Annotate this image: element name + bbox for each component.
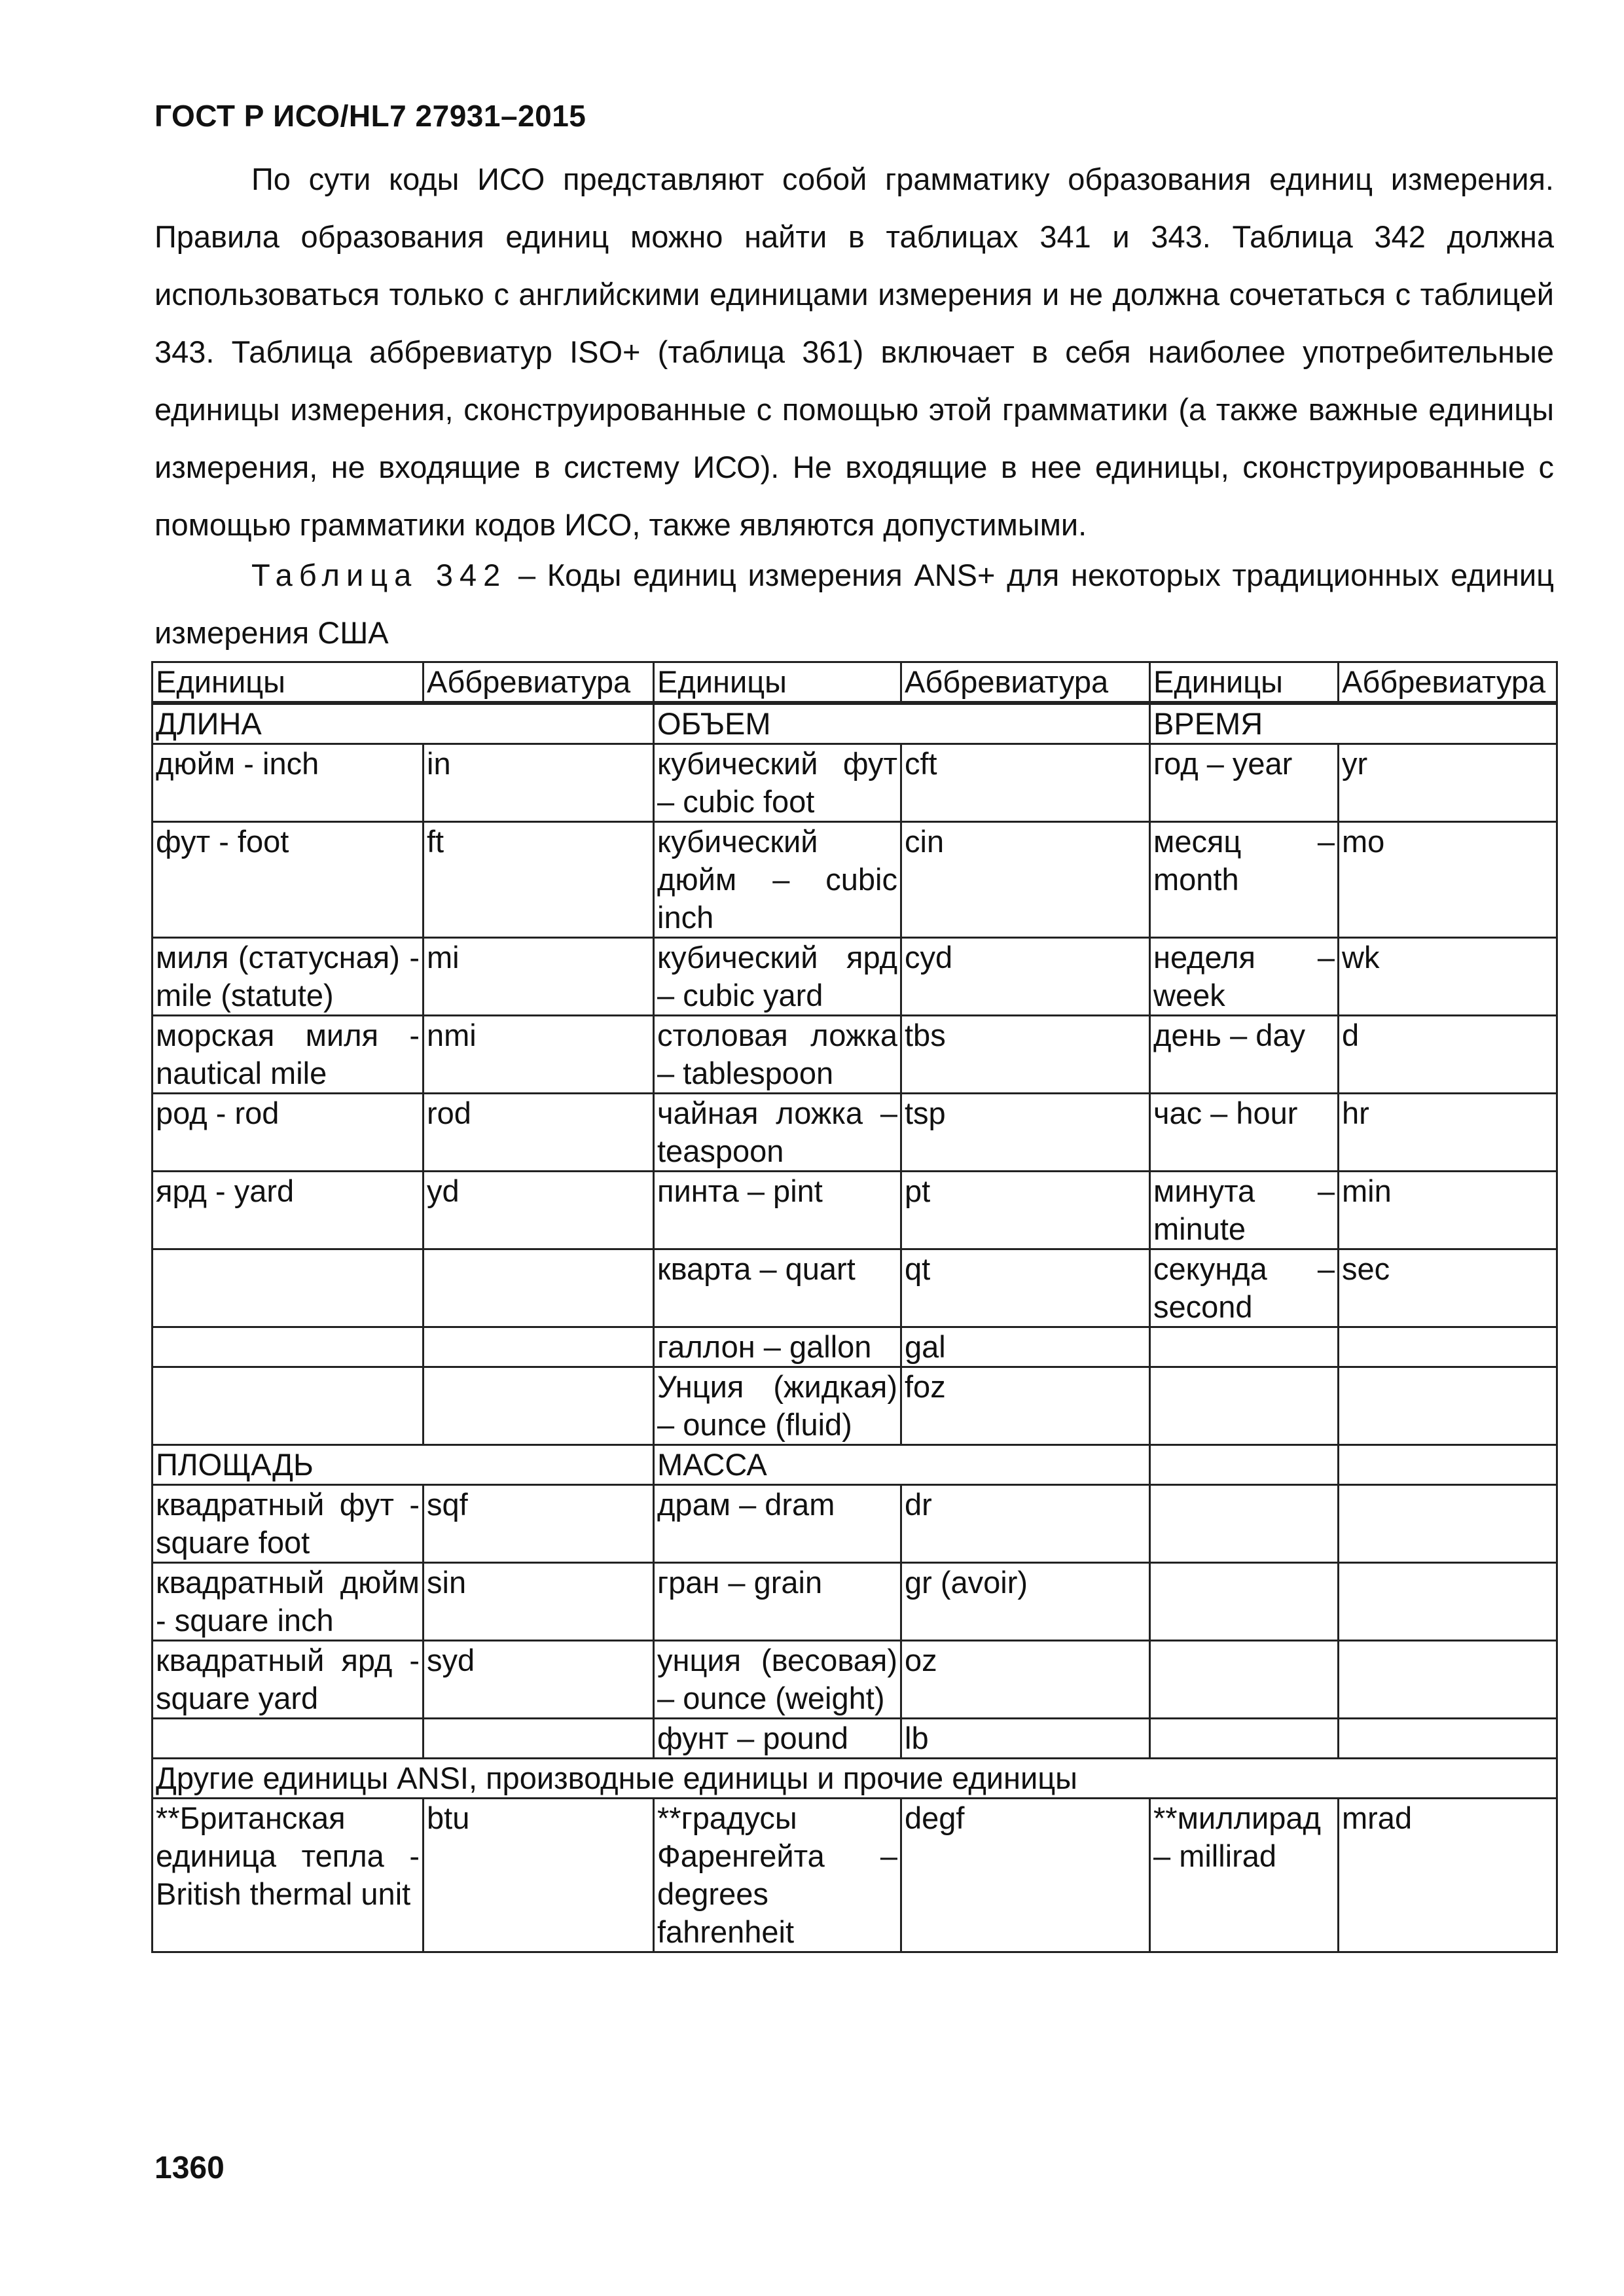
table-row: [153, 822, 1557, 938]
unit-name-cell: [153, 1719, 424, 1759]
unit-name-cell: месяц – month: [1150, 822, 1339, 938]
abbreviation-cell: [1339, 1563, 1557, 1641]
rows-group-2: [153, 1485, 1557, 1759]
header-cell: Единицы: [1150, 662, 1339, 704]
abbreviation-cell: [424, 1249, 654, 1327]
abbreviation-cell: min: [1339, 1172, 1557, 1249]
table-row: [153, 938, 1557, 1016]
abbreviation-cell: [1339, 1327, 1557, 1367]
header-cell: Аббревиатура: [1339, 662, 1557, 704]
unit-name-cell: кубический дюйм – cubic inch: [654, 822, 901, 938]
unit-name-cell: кубический фут – cubic foot: [654, 744, 901, 822]
unit-name-cell: [1150, 1367, 1339, 1445]
table-row: [153, 1563, 1557, 1641]
unit-name-cell: морская миля - nautical mile: [153, 1016, 424, 1094]
abbreviation-cell: qt: [901, 1249, 1150, 1327]
table-row: [153, 1249, 1557, 1327]
unit-name-cell: неделя – week: [1150, 938, 1339, 1016]
table-row: [153, 1367, 1557, 1445]
section-title: ПЛОЩАДЬ: [153, 1445, 654, 1485]
rows-group-1: [153, 744, 1557, 1445]
unit-name-cell: род - rod: [153, 1094, 424, 1172]
section-title: МАССА: [654, 1445, 1150, 1485]
unit-name-cell: **Британская единица тепла - British thermal unit: [153, 1799, 424, 1952]
empty-cell: [1150, 1445, 1339, 1485]
body-text: [154, 151, 1554, 554]
abbreviation-cell: yr: [1339, 744, 1557, 822]
abbreviation-cell: [424, 1719, 654, 1759]
abbreviation-cell: [424, 1327, 654, 1367]
unit-name-cell: [1150, 1719, 1339, 1759]
table-caption-label: Таблица 342: [251, 558, 507, 592]
abbreviation-cell: sec: [1339, 1249, 1557, 1327]
section-title: ОБЪЕМ: [654, 703, 1150, 744]
unit-name-cell: дюйм - inch: [153, 744, 424, 822]
abbreviation-cell: tsp: [901, 1094, 1150, 1172]
unit-name-cell: чайная ложка – teaspoon: [654, 1094, 901, 1172]
abbreviation-cell: syd: [424, 1641, 654, 1719]
table-caption-text: – Коды единиц измерения ANS+ для некоторых традиционных единиц измерения США: [154, 558, 1554, 650]
unit-name-cell: квадратный ярд - square yard: [153, 1641, 424, 1719]
unit-name-cell: [153, 1327, 424, 1367]
abbreviation-cell: oz: [901, 1641, 1150, 1719]
unit-name-cell: час – hour: [1150, 1094, 1339, 1172]
abbreviation-cell: gr (avoir): [901, 1563, 1150, 1641]
table-row: [153, 744, 1557, 822]
abbreviation-cell: lb: [901, 1719, 1150, 1759]
header-cell: Единицы: [153, 662, 424, 704]
unit-name-cell: **градусы Фаренгейта – degrees fahrenheit: [654, 1799, 901, 1952]
unit-name-cell: гран – grain: [654, 1563, 901, 1641]
section-row: [153, 1445, 1557, 1485]
paragraph: По сути коды ИСО представляют собой грамматику образования единиц измерения. Правила образования единиц можно найти в таблицах 341 и 343. Таблица 342 должна использоваться только с английскими единицами измерения и не должна сочетаться с таблицей 343. Таблица аббревиатур ISO+ (таблица 361) включает в себя наиболее употребительные единицы измерения, сконструированные с помощью этой грамматики (а также важные единицы измерения, не входящие в систему ИСО). Не входящие в нее единицы, сконструированные с помощью грамматики кодов ИСО, также являются допустимыми.: [154, 162, 1554, 542]
abbreviation-cell: tbs: [901, 1016, 1150, 1094]
unit-name-cell: год – year: [1150, 744, 1339, 822]
abbreviation-cell: [1339, 1367, 1557, 1445]
table-row: [153, 1799, 1557, 1952]
table-row: [153, 1719, 1557, 1759]
unit-name-cell: драм – dram: [654, 1485, 901, 1563]
unit-name-cell: [153, 1249, 424, 1327]
abbreviation-cell: in: [424, 744, 654, 822]
unit-name-cell: ярд - yard: [153, 1172, 424, 1249]
unit-name-cell: [1150, 1327, 1339, 1367]
abbreviation-cell: mo: [1339, 822, 1557, 938]
page-number: 1360: [154, 2151, 225, 2185]
abbreviation-cell: foz: [901, 1367, 1150, 1445]
unit-name-cell: пинта – pint: [654, 1172, 901, 1249]
units-table: [151, 661, 1558, 1953]
table-row: [153, 1094, 1557, 1172]
abbreviation-cell: cin: [901, 822, 1150, 938]
document-header: ГОСТ Р ИСО/HL7 27931–2015: [154, 99, 586, 133]
abbreviation-cell: [1339, 1641, 1557, 1719]
abbreviation-cell: sqf: [424, 1485, 654, 1563]
unit-name-cell: Унция (жидкая) – ounce (fluid): [654, 1367, 901, 1445]
unit-name-cell: кварта – quart: [654, 1249, 901, 1327]
abbreviation-cell: nmi: [424, 1016, 654, 1094]
abbreviation-cell: pt: [901, 1172, 1150, 1249]
abbreviation-cell: mi: [424, 938, 654, 1016]
unit-name-cell: миля (статусная) - mile (statute): [153, 938, 424, 1016]
abbreviation-cell: dr: [901, 1485, 1150, 1563]
unit-name-cell: фунт – pound: [654, 1719, 901, 1759]
abbreviation-cell: [424, 1367, 654, 1445]
unit-name-cell: квадратный дюйм - square inch: [153, 1563, 424, 1641]
abbreviation-cell: yd: [424, 1172, 654, 1249]
table-row: [153, 1327, 1557, 1367]
rows-group-3: [153, 1799, 1557, 1952]
abbreviation-cell: sin: [424, 1563, 654, 1641]
section-title: ДЛИНА: [153, 703, 654, 744]
unit-name-cell: [1150, 1485, 1339, 1563]
table-row: [153, 1016, 1557, 1094]
abbreviation-cell: wk: [1339, 938, 1557, 1016]
abbreviation-cell: cft: [901, 744, 1150, 822]
table-caption: [154, 547, 1554, 662]
section-row: [153, 1759, 1557, 1799]
header-cell: Единицы: [654, 662, 901, 704]
unit-name-cell: **миллирад – millirad: [1150, 1799, 1339, 1952]
unit-name-cell: день – day: [1150, 1016, 1339, 1094]
abbreviation-cell: cyd: [901, 938, 1150, 1016]
unit-name-cell: кубический ярд – cubic yard: [654, 938, 901, 1016]
abbreviation-cell: [1339, 1719, 1557, 1759]
abbreviation-cell: hr: [1339, 1094, 1557, 1172]
unit-name-cell: столовая ложка – tablespoon: [654, 1016, 901, 1094]
abbreviation-cell: gal: [901, 1327, 1150, 1367]
unit-name-cell: [153, 1367, 424, 1445]
abbreviation-cell: rod: [424, 1094, 654, 1172]
unit-name-cell: [1150, 1563, 1339, 1641]
section-title: ВРЕМЯ: [1150, 703, 1557, 744]
table-header-row: [153, 662, 1557, 704]
abbreviation-cell: ft: [424, 822, 654, 938]
empty-cell: [1339, 1445, 1557, 1485]
section-row: [153, 703, 1557, 744]
table-row: [153, 1172, 1557, 1249]
unit-name-cell: галлон – gallon: [654, 1327, 901, 1367]
header-cell: Аббревиатура: [901, 662, 1150, 704]
unit-name-cell: унция (весовая) – ounce (weight): [654, 1641, 901, 1719]
unit-name-cell: фут - foot: [153, 822, 424, 938]
abbreviation-cell: mrad: [1339, 1799, 1557, 1952]
unit-name-cell: квадратный фут - square foot: [153, 1485, 424, 1563]
table-row: [153, 1641, 1557, 1719]
table-row: [153, 1485, 1557, 1563]
abbreviation-cell: btu: [424, 1799, 654, 1952]
abbreviation-cell: [1339, 1485, 1557, 1563]
unit-name-cell: [1150, 1641, 1339, 1719]
section-title: Другие единицы ANSI, производные единицы и прочие единицы: [153, 1759, 1557, 1799]
unit-name-cell: секунда – second: [1150, 1249, 1339, 1327]
abbreviation-cell: degf: [901, 1799, 1150, 1952]
abbreviation-cell: d: [1339, 1016, 1557, 1094]
unit-name-cell: минута – minute: [1150, 1172, 1339, 1249]
header-cell: Аббревиатура: [424, 662, 654, 704]
